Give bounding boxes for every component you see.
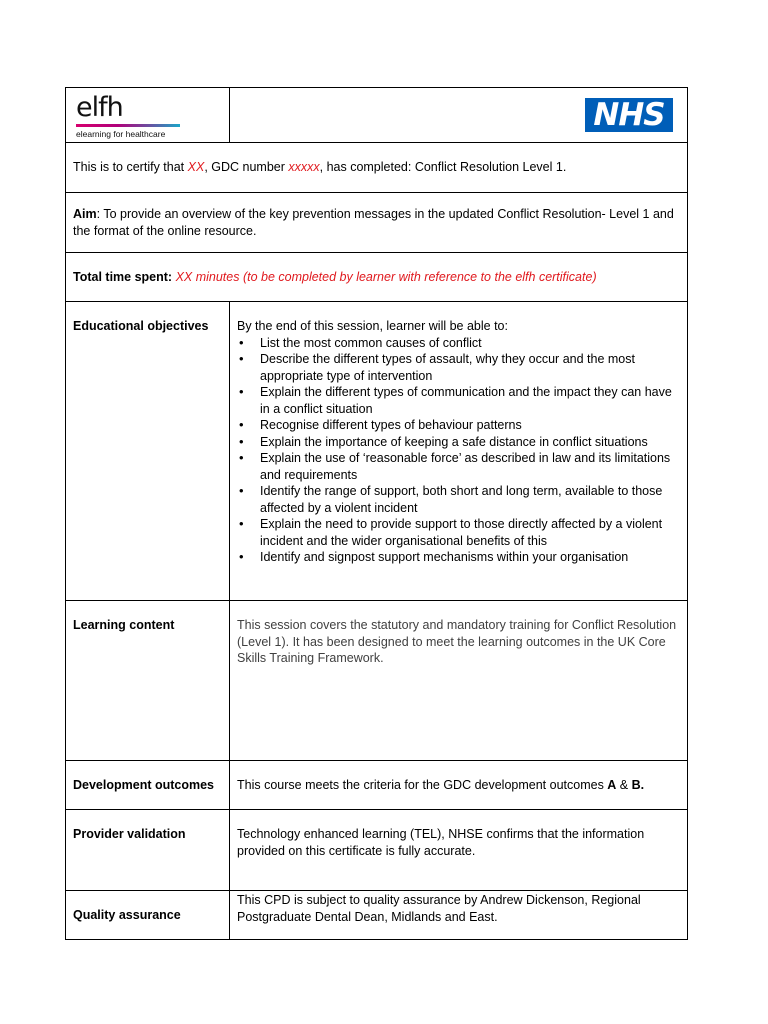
aim-cell (66, 193, 688, 253)
outcomes-label: Development outcomes (66, 761, 230, 810)
elfh-logo-bar (76, 124, 180, 127)
time-label: Total time spent (73, 269, 168, 284)
quality-text: This CPD is subject to quality assurance by Andrew Dickenson, Regional Postgraduate Dental Dean, Midlands and East. (230, 891, 688, 940)
certify-mid: , GDC number (204, 160, 289, 175)
certify-suffix: , has completed: Conflict Resolution Level 1. (319, 160, 567, 175)
objectives-label: Educational objectives (66, 302, 230, 601)
objective-item: • Identify and signpost support mechanisms within your organisation (237, 549, 680, 566)
gdc-number: xxxxx (288, 160, 320, 175)
quality-label: Quality assurance (66, 891, 230, 940)
provider-row (66, 810, 688, 891)
quality-row (66, 891, 688, 940)
time-row (66, 253, 688, 302)
objectives-list (237, 335, 680, 566)
objective-item: • Recognise different types of behaviour patterns (237, 417, 680, 434)
learner-name: XX (187, 160, 205, 175)
outcome-b: B. (631, 777, 645, 792)
objectives-cell (230, 302, 688, 601)
content-text: This session covers the statutory and mandatory training for Conflict Resolution (Level 1). It has been designed to meet the learning outcomes in the UK Core Skills Training Framework. (230, 601, 688, 761)
elfh-logo-tagline: elearning for healthcare (76, 129, 166, 139)
objective-item: • Explain the use of ‘reasonable force’ as described in law and its limitations and requirements (237, 450, 680, 483)
objective-item: • Identify the range of support, both short and long term, available to those affected by a violent incident (237, 483, 680, 516)
logo-row (66, 88, 688, 143)
provider-text: Technology enhanced learning (TEL), NHSE confirms that the information provided on this certificate is fully accurate. (230, 810, 688, 891)
nhs-logo-cell (230, 88, 688, 143)
certify-statement (66, 143, 688, 193)
certify-prefix: This is to certify that (73, 160, 188, 175)
objective-item: • Explain the importance of keeping a safe distance in conflict situations (237, 434, 680, 451)
elfh-logo-wordmark: elfh (76, 92, 123, 123)
nhs-logo: NHS (585, 98, 673, 132)
time-colon: : (167, 269, 176, 284)
objective-item: • Explain the different types of communication and the impact they can have in a conflict situation (237, 384, 680, 417)
outcomes-prefix: This course meets the criteria for the GDC development outcomes (237, 777, 608, 792)
content-label: Learning content (66, 601, 230, 761)
elfh-logo (76, 93, 186, 140)
aim-text: : To provide an overview of the key prevention messages in the updated Conflict Resolution- Level 1 and the format of the online resource. (73, 207, 674, 238)
objective-item: • List the most common causes of conflict (237, 335, 680, 352)
certificate-table (65, 87, 688, 940)
aim-row (66, 193, 688, 253)
time-value: XX minutes (to be completed by learner with reference to the elfh certificate) (175, 269, 597, 284)
content-row (66, 601, 688, 761)
outcomes-amp: & (616, 777, 632, 792)
time-cell (66, 253, 688, 302)
objective-item: • Describe the different types of assault, why they occur and the most appropriate type of intervention (237, 351, 680, 384)
objective-item: • Explain the need to provide support to those directly affected by a violent incident and the wider organisational benefits of this (237, 516, 680, 549)
certify-row (66, 143, 688, 193)
objectives-intro: By the end of this session, learner will be able to: (237, 319, 508, 333)
outcomes-row (66, 761, 688, 810)
elfh-logo-cell (66, 88, 230, 143)
outcome-a: A (607, 777, 617, 792)
objectives-row (66, 302, 688, 601)
outcomes-cell (230, 761, 688, 810)
provider-label: Provider validation (66, 810, 230, 891)
aim-label: Aim (73, 207, 97, 221)
